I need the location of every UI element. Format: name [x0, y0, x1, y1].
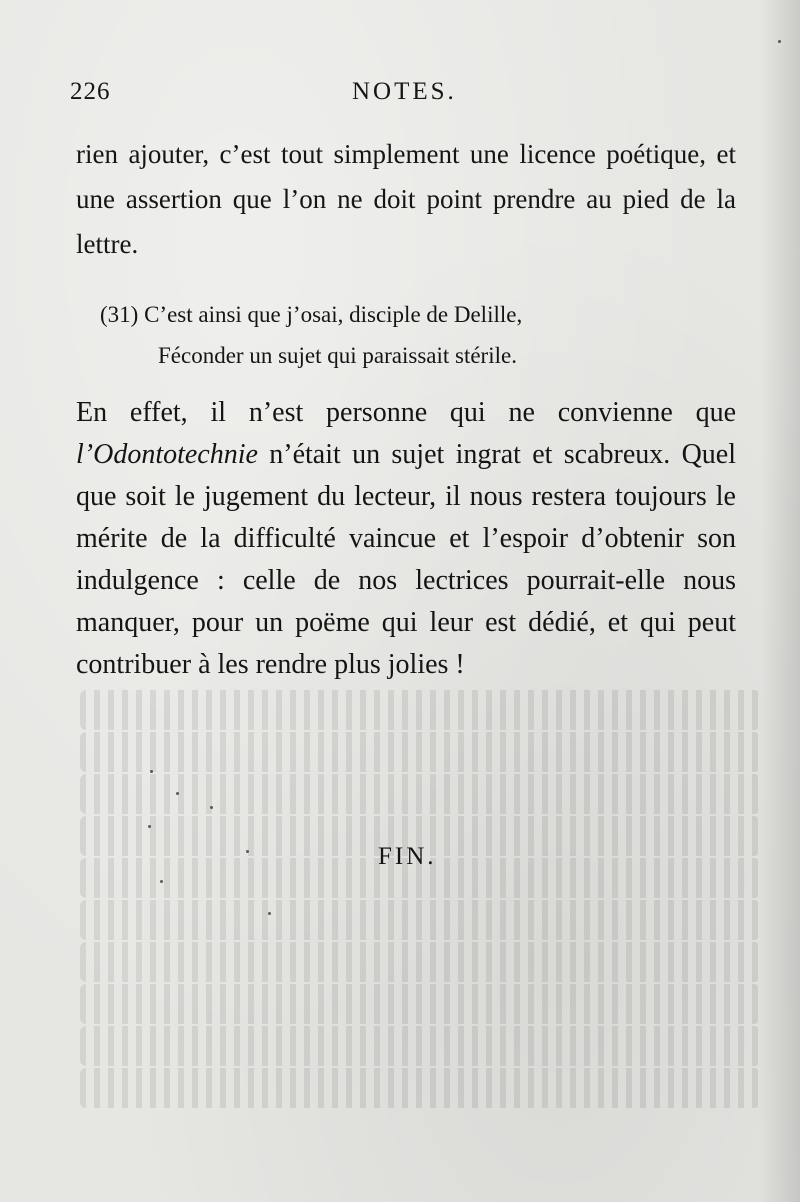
ink-speck: [268, 912, 271, 915]
paragraph-note-31: [76, 392, 736, 686]
spine-shadow: [760, 0, 800, 1202]
ink-speck: [246, 850, 249, 853]
paragraph-rest: n’était un sujet ingrat et scabreux. Quel que soit le jugement du lecteur, il nous restera toujours le mérite de la difficulté vaincue et l’espoir d’obtenir son indulgence : celle de nos lectrices pourrait-elle nous manquer, pour un poëme qui leur est dédié, et qui peut contribuer à les rendre plus jolies !: [76, 439, 736, 680]
ink-speck: [210, 806, 213, 809]
ink-speck: [148, 825, 151, 828]
ink-speck: [160, 880, 163, 883]
running-head: NOTES.: [352, 78, 457, 105]
verse-line-1: (31) C’est ainsi que j’osai, disciple de Delille,: [100, 302, 523, 327]
paragraph-continuation: rien ajouter, c’est tout simplement une licence poétique, et une assertion que l’on ne doit point prendre au pied de la lettre.: [76, 139, 736, 259]
page-header: [70, 78, 730, 112]
end-mark: FIN.: [378, 843, 437, 870]
ink-speck: [150, 770, 153, 773]
paragraph-lead: En effet, il n’est personne qui ne convienne que: [76, 397, 736, 428]
page-number: 226: [70, 78, 111, 105]
ink-speck: [176, 792, 179, 795]
verse-line-2: Féconder un sujet qui paraissait stérile.: [158, 343, 517, 368]
verse-quotation: [100, 294, 660, 376]
italic-title: l’Odontotechnie: [76, 439, 258, 470]
ink-speck: [778, 40, 781, 43]
show-through-text: [80, 690, 760, 1110]
